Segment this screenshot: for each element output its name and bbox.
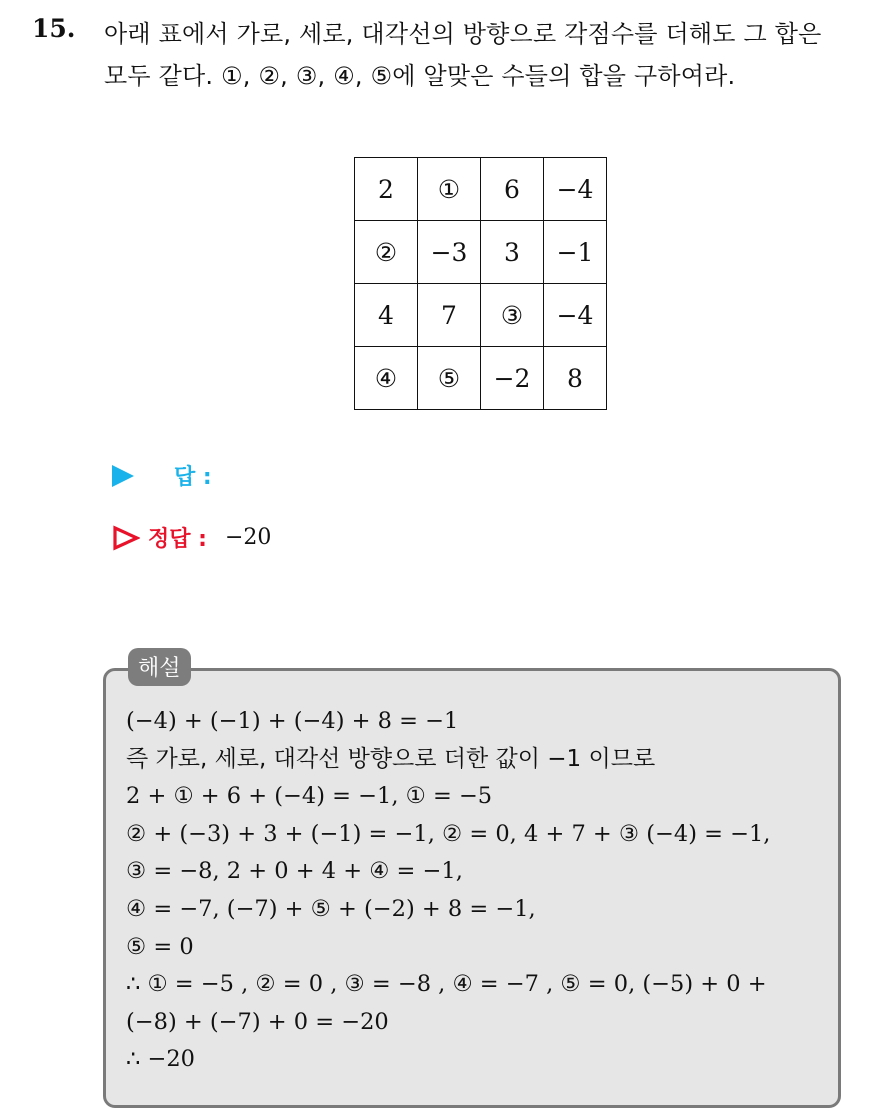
grid-cell: 6: [481, 158, 544, 221]
explanation-line: 즉 가로, 세로, 대각선 방향으로 더한 값이 −1 이므로: [126, 745, 656, 772]
explanation-line: ⑤ = 0: [126, 933, 194, 960]
explanation-tab-label: 해설: [128, 648, 191, 686]
grid-cell: 8: [544, 347, 607, 410]
answer-input-row: [112, 460, 212, 491]
question-number: 15.: [32, 14, 76, 43]
grid-cell: ④: [355, 347, 418, 410]
grid-row: [355, 221, 607, 284]
grid-cell: 2: [355, 158, 418, 221]
correct-answer-label: 정답 :: [148, 527, 207, 552]
grid-row: [355, 347, 607, 410]
outline-triangle-icon: [112, 525, 140, 551]
grid-cell: ②: [355, 221, 418, 284]
grid-cell: −2: [481, 347, 544, 410]
question-text-line-1: 아래 표에서 가로, 세로, 대각선의 방향으로 각점수를 더해도 그 합은: [104, 20, 822, 48]
grid-cell: −3: [418, 221, 481, 284]
answer-label: 답 :: [174, 465, 212, 490]
grid-cell: −4: [544, 284, 607, 347]
grid-cell: −1: [544, 221, 607, 284]
grid-cell: ③: [481, 284, 544, 347]
number-grid-table: [354, 157, 607, 410]
explanation-line: 2 + ① + 6 + (−4) = −1, ① = −5: [126, 783, 493, 810]
explanation-line: (−8) + (−7) + 0 = −20: [126, 1008, 389, 1035]
grid-cell: −4: [544, 158, 607, 221]
explanation-content: [126, 703, 770, 1079]
correct-answer-value: −20: [224, 525, 272, 550]
explanation-line: ③ = −8, 2 + 0 + 4 + ④ = −1,: [126, 858, 463, 885]
grid-cell: 7: [418, 284, 481, 347]
play-triangle-icon: [112, 465, 134, 487]
question-text-line-2: 모두 같다. ①, ②, ③, ④, ⑤에 알맞은 수들의 합을 구하여라.: [104, 62, 736, 90]
grid-cell: 3: [481, 221, 544, 284]
grid-cell: ①: [418, 158, 481, 221]
explanation-line: (−4) + (−1) + (−4) + 8 = −1: [126, 708, 459, 734]
grid-cell: 4: [355, 284, 418, 347]
correct-answer-row: [112, 522, 271, 553]
grid-cell: ⑤: [418, 347, 481, 410]
explanation-line: ④ = −7, (−7) + ⑤ + (−2) + 8 = −1,: [126, 895, 536, 922]
grid-row: [355, 284, 607, 347]
explanation-line: ∴ −20: [126, 1046, 195, 1073]
explanation-line: ② + (−3) + 3 + (−1) = −1, ② = 0, 4 + 7 + ③ (−4) = −1,: [126, 820, 771, 847]
explanation-line: ∴ ① = −5 , ② = 0 , ③ = −8 , ④ = −7 , ⑤ = 0, (−5) + 0 +: [126, 971, 767, 998]
grid-row: [355, 158, 607, 221]
